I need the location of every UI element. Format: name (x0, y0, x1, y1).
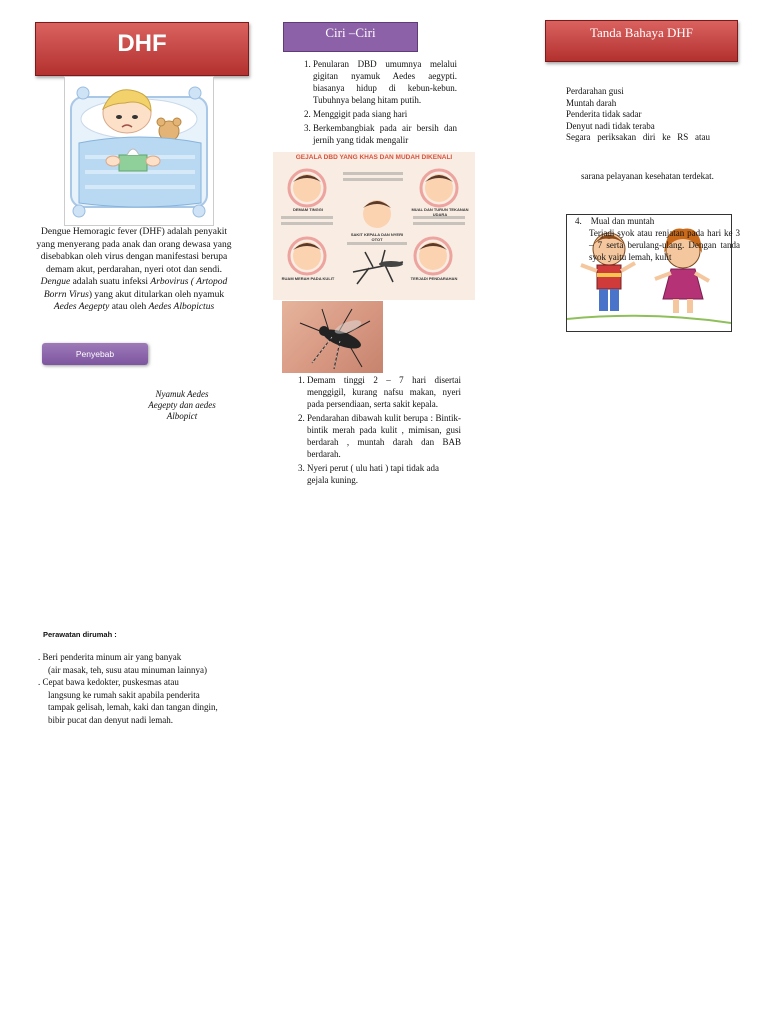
perawatan-item: (air masak, teh, susu atau minuman lainnya) (48, 664, 207, 675)
ciri-title-banner (283, 22, 418, 52)
perawatan-title: Perawatan dirumah : (43, 630, 117, 639)
penyebab-button[interactable] (42, 343, 148, 365)
dhf-title-banner (35, 22, 249, 76)
tanda-item4-second: Terjadi syok atau renjatan pada hari ke 3 – 7 serta berulang-ulang. Dengan tanda syok yaitu lemah, kulit (589, 228, 740, 262)
tanda-item-4 (575, 215, 740, 263)
infographic-label: DEMAM TINGGI (293, 207, 323, 212)
ciri-list-1 (295, 58, 457, 148)
penyebab-label: Penyebab (75, 349, 115, 359)
infographic-label: TERJADI PENDARAHAN (410, 276, 458, 281)
tanda-bahaya-title: Tanda Bahaya DHF (589, 25, 694, 40)
tanda-line: Penderita tidak sadar (566, 109, 642, 119)
ciri-title: Ciri –Ciri (325, 25, 376, 40)
infographic-label: RUAM MERAH PADA KULIT (281, 276, 335, 281)
mosquito-photo (282, 301, 383, 373)
ciri-item: 1. Penularan DBD umumnya melalui gigitan nyamuk Aedes aegypti. biasanya hidup di kebun-kebun. Tubuhnya belang hitam putih. (313, 58, 457, 106)
tanda-line: Muntah darah (566, 97, 617, 108)
perawatan-item: . Beri penderita minum air yang banyak (38, 652, 182, 662)
tanda-line: Denyut nadi tidak teraba (566, 120, 655, 131)
perawatan-list (38, 651, 224, 726)
tanda-cont: sarana pelayanan kesehatan terdekat. (581, 171, 714, 181)
ciri-list-2 (289, 374, 461, 488)
infographic-label: MUAL DAN TURUN TEKANAN UDARA (411, 207, 469, 217)
perawatan-item: langsung ke rumah sakit apabila penderita tampak gelisah, lemah, kaki dan tangan dingin, bibir pucat dan denyut nadi lemah. (48, 689, 218, 725)
sick-child-illustration (64, 76, 214, 226)
tanda-item4-first: 4. Mual dan muntah (575, 216, 655, 226)
tanda-bahaya-banner (545, 20, 738, 62)
penyebab-text: Nyamuk Aedes Aegepty dan aedes Albopict (148, 389, 216, 421)
ciri-item: 2. Menggigit pada siang hari (313, 108, 457, 120)
dhf-title: DHF (117, 30, 167, 57)
tanda-bahaya-list (566, 86, 736, 144)
tanda-line: Perdarahan gusi (566, 86, 624, 96)
gejala-item: 3. Nyeri perut ( ulu hati ) tapi tidak ada gejala kuning. (307, 462, 461, 486)
infographic-title: GEJALA DBD YANG KHAS DAN MUDAH DIKENALI (295, 154, 453, 161)
perawatan-item: . Cepat bawa kedokter, puskesmas atau (38, 677, 179, 687)
gejala-item: 1. Demam tinggi 2 – 7 hari disertai menggigil, kurang nafsu makan, nyeri pada persendiaan, serta sakit kepala. (307, 374, 461, 410)
gejala-item: 2. Pendarahan dibawah kulit berupa : Bintik-bintik merah pada kulit , mimisan, gusi berdarah , muntah darah dan BAB berdarah. (307, 412, 461, 460)
infographic-label: SAKIT KEPALA DAN NYERI OTOT (350, 232, 404, 242)
gejala-infographic (273, 152, 475, 300)
intro-paragraph: Dengue Hemoragic fever (DHF) adalah penyakit yang menyerang pada anak dan orang dewasa yang disebabkan oleh virus dengan manifestasi berupa demam akut, perdarahan, nyeri otot dan sendi. Dengue adalah suatu infeksi Arbovirus ( Artopod Borrn Virus) yang akut ditularkan oleh nyamuk Aedes Aegepty atau oleh Aedes Albopictus (36, 227, 232, 312)
tanda-line: Segara periksakan diri ke RS atau (566, 132, 710, 142)
ciri-item: 3. Berkembangbiak pada air bersih dan jernih yang tidak mengalir (313, 122, 457, 146)
